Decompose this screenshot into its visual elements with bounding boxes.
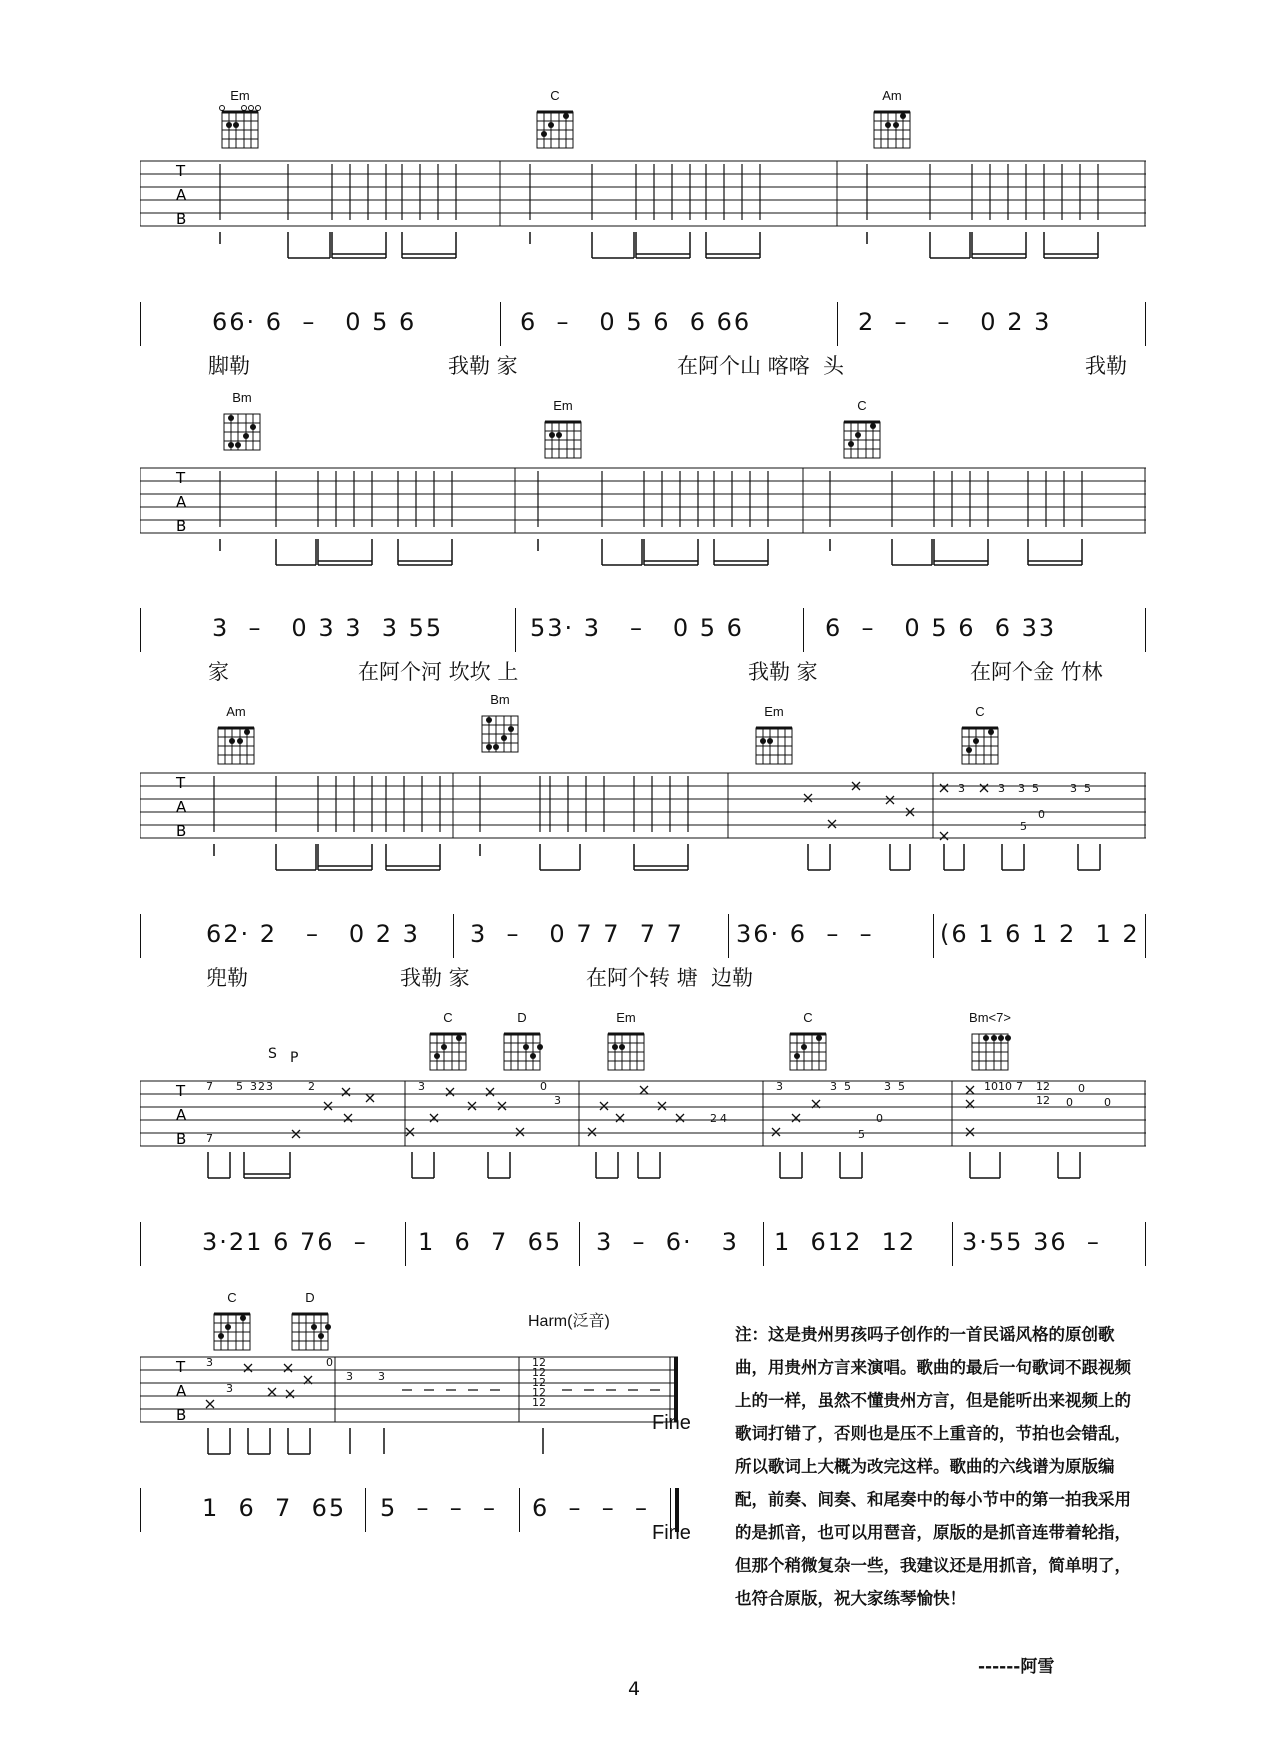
tab-staff	[140, 158, 1146, 268]
svg-text:0: 0	[1066, 1096, 1073, 1109]
svg-text:3: 3	[830, 1080, 837, 1093]
lyric: 兜勒	[206, 966, 248, 990]
svg-text:T: T	[176, 469, 186, 487]
svg-text:B: B	[176, 822, 187, 840]
svg-text:3: 3	[266, 1080, 273, 1093]
svg-text:5: 5	[1032, 782, 1039, 795]
page-number: 4	[628, 1678, 641, 1700]
chord-grid-icon	[600, 1026, 650, 1076]
measure-numbers: 3 – 0 3 3 3 55	[212, 614, 444, 642]
measure-numbers: 5 – – –	[380, 1494, 498, 1522]
lyric: 在阿个山 喀喀 头	[677, 354, 845, 378]
chord-name: Bm	[490, 692, 510, 707]
measure-numbers: 3·55 36 –	[962, 1228, 1101, 1256]
svg-text:10: 10	[984, 1080, 998, 1093]
svg-text:4: 4	[720, 1112, 727, 1125]
tab-staff-lines	[140, 158, 1146, 268]
svg-text:3: 3	[998, 782, 1005, 795]
lyric: 在阿个金 竹林	[970, 660, 1103, 684]
tab-staff-lines	[140, 465, 1146, 575]
chord-name: C	[975, 704, 985, 719]
svg-text:7: 7	[1016, 1080, 1023, 1093]
measure-numbers: 36· 6 – –	[736, 920, 874, 948]
chord-name: C	[857, 398, 867, 413]
svg-text:A: A	[176, 798, 187, 816]
chord-name: C	[803, 1010, 813, 1025]
chord-grid-icon	[866, 104, 916, 154]
tab-staff	[140, 465, 1146, 575]
svg-text:3: 3	[1070, 782, 1077, 795]
svg-text:3: 3	[958, 782, 965, 795]
measure-numbers: 3 – 0 7 7 7 7	[470, 920, 684, 948]
lyric: 我勒 家	[400, 966, 470, 990]
svg-text:5: 5	[1084, 782, 1091, 795]
lyric: 在阿个转 塘 边勒	[586, 966, 754, 990]
jianpu-line	[140, 1488, 680, 1532]
svg-text:5: 5	[844, 1080, 851, 1093]
svg-text:3: 3	[776, 1080, 783, 1093]
svg-text:B: B	[176, 1406, 187, 1424]
measure-numbers: 1 6 7 65	[202, 1494, 347, 1522]
chord-name: Bm	[232, 390, 252, 405]
chord-grid-icon	[496, 1026, 546, 1076]
fine-marker: Fine	[652, 1522, 691, 1544]
svg-text:3: 3	[554, 1094, 561, 1107]
svg-text:0: 0	[876, 1112, 883, 1125]
tab-clef-t: T	[176, 162, 186, 180]
author-signature: ------阿雪	[978, 1657, 1055, 1677]
measure-numbers: 3 – 6· 3	[596, 1228, 739, 1256]
svg-text:5: 5	[858, 1128, 865, 1141]
jianpu-line	[140, 302, 1146, 346]
tab-staff	[140, 1354, 680, 1464]
measure-numbers: 6 – 0 5 6 6 33	[825, 614, 1057, 642]
lyric: 我勒 家	[448, 354, 518, 378]
chord-grid-icon	[964, 1026, 1014, 1076]
svg-text:B: B	[176, 1130, 187, 1148]
svg-text:2: 2	[258, 1080, 265, 1093]
chord-name: Am	[226, 704, 246, 719]
lyric: 在阿个河 坎坎 上	[358, 660, 519, 684]
chord-grid-icon	[214, 104, 264, 154]
lyric: 脚勒	[208, 354, 250, 378]
tab-technique-mark: S	[268, 1046, 277, 1062]
svg-text:0: 0	[1078, 1082, 1085, 1095]
chord-grid-icon	[954, 720, 1004, 770]
chord-name: D	[305, 1290, 315, 1305]
svg-text:3: 3	[346, 1370, 353, 1383]
svg-text:12: 12	[532, 1376, 546, 1389]
svg-text:2: 2	[308, 1080, 315, 1093]
svg-text:0: 0	[1038, 808, 1045, 821]
svg-text:7: 7	[206, 1132, 213, 1145]
harmonics-label: Harm(泛音)	[528, 1313, 610, 1330]
measure-numbers: 3·21 6 76 –	[202, 1228, 368, 1256]
svg-text:5: 5	[898, 1080, 905, 1093]
arrangement-note: 注：这是贵州男孩吗子创作的一首民谣风格的原创歌曲，用贵州方言来演唱。歌曲的最后一句歌词不跟视频上的一样，虽然不懂贵州方言，但是能听出来视频上的歌词打错了，否则也是压不上重音的，节拍也会错乱，所以歌词上大概为改完这样。歌曲的六线谱为原版编配，前奏、间奏、和尾奏中的每小节中的第一拍我采用的是抓音，也可以用琶音，原版的是抓音连带着轮指，但那个稍微复杂一些，我建议还是用抓音，简单明了，也符合原版，祝大家练琴愉快！	[735, 1325, 1131, 1608]
svg-text:3: 3	[884, 1080, 891, 1093]
tab-staff-lines	[140, 770, 1146, 880]
chord-grid-icon	[206, 1306, 256, 1356]
svg-text:0: 0	[540, 1080, 547, 1093]
chord-grid-icon	[422, 1026, 472, 1076]
chord-name: C	[443, 1010, 453, 1025]
chord-grid-icon	[836, 414, 886, 464]
svg-text:B: B	[176, 517, 187, 535]
tab-clef-a: A	[176, 186, 187, 204]
svg-text:3: 3	[1018, 782, 1025, 795]
chord-name: C	[227, 1290, 237, 1305]
svg-text:12: 12	[532, 1386, 546, 1399]
tab-technique-mark: P	[290, 1050, 299, 1066]
chord-name: Em	[553, 398, 573, 413]
chord-name: Am	[882, 88, 902, 103]
chord-grid-icon	[748, 720, 798, 770]
jianpu-line	[140, 914, 1146, 958]
tab-staff	[140, 770, 1146, 880]
lyric: 我勒 家	[748, 660, 818, 684]
svg-text:12: 12	[532, 1396, 546, 1409]
measure-numbers: 62· 2 – 0 2 3	[206, 920, 420, 948]
svg-text:7: 7	[206, 1080, 213, 1093]
svg-text:5: 5	[1020, 820, 1027, 833]
svg-text:T: T	[176, 1082, 186, 1100]
chord-name: Em	[230, 88, 250, 103]
tab-staff-lines	[140, 1354, 680, 1464]
chord-grid-icon	[529, 104, 579, 154]
svg-text:A: A	[176, 1106, 187, 1124]
tab-staff	[140, 1078, 1146, 1188]
measure-numbers: 53· 3 – 0 5 6	[530, 614, 744, 642]
svg-text:12: 12	[1036, 1080, 1050, 1093]
chord-name: C	[550, 88, 560, 103]
jianpu-line	[140, 608, 1146, 652]
measure-numbers: 6 – 0 5 6 6 66	[520, 308, 752, 336]
chord-grid-icon	[216, 406, 266, 456]
svg-text:3: 3	[418, 1080, 425, 1093]
svg-text:3: 3	[378, 1370, 385, 1383]
fine-marker: Fine	[652, 1412, 691, 1434]
chord-name: Em	[764, 704, 784, 719]
measure-numbers: 6 – – –	[532, 1494, 650, 1522]
chord-name: Bm<7>	[969, 1010, 1011, 1025]
svg-text:T: T	[176, 1358, 186, 1376]
chord-name: Em	[616, 1010, 636, 1025]
chord-grid-icon	[474, 708, 524, 758]
chord-grid-icon	[210, 720, 260, 770]
chord-grid-icon	[284, 1306, 334, 1356]
measure-numbers: 1 612 12	[774, 1228, 917, 1256]
chord-grid-icon	[782, 1026, 832, 1076]
svg-text:A: A	[176, 493, 187, 511]
lyric: 我勒	[1085, 354, 1127, 378]
svg-text:12: 12	[532, 1356, 546, 1369]
tab-clef-b: B	[176, 210, 187, 228]
svg-text:3: 3	[226, 1382, 233, 1395]
lyric: 家	[208, 660, 229, 684]
svg-text:12: 12	[1036, 1094, 1050, 1107]
svg-text:A: A	[176, 1382, 187, 1400]
svg-text:3: 3	[250, 1080, 257, 1093]
svg-text:10: 10	[998, 1080, 1012, 1093]
svg-text:0: 0	[326, 1356, 333, 1369]
svg-text:5: 5	[236, 1080, 243, 1093]
measure-numbers: 2 – – 0 2 3	[858, 308, 1052, 336]
measure-numbers: (6 1 6 1 2 1 2	[940, 920, 1140, 948]
svg-text:3: 3	[206, 1356, 213, 1369]
jianpu-line	[140, 1222, 1146, 1266]
tab-staff-lines	[140, 1078, 1146, 1188]
chord-grid-icon	[537, 414, 587, 464]
svg-text:12: 12	[532, 1366, 546, 1379]
svg-text:2: 2	[710, 1112, 717, 1125]
svg-text:T: T	[176, 774, 186, 792]
measure-numbers: 1 6 7 65	[418, 1228, 563, 1256]
measure-numbers: 66· 6 – 0 5 6	[212, 308, 417, 336]
svg-text:0: 0	[1104, 1096, 1111, 1109]
chord-name: D	[517, 1010, 527, 1025]
